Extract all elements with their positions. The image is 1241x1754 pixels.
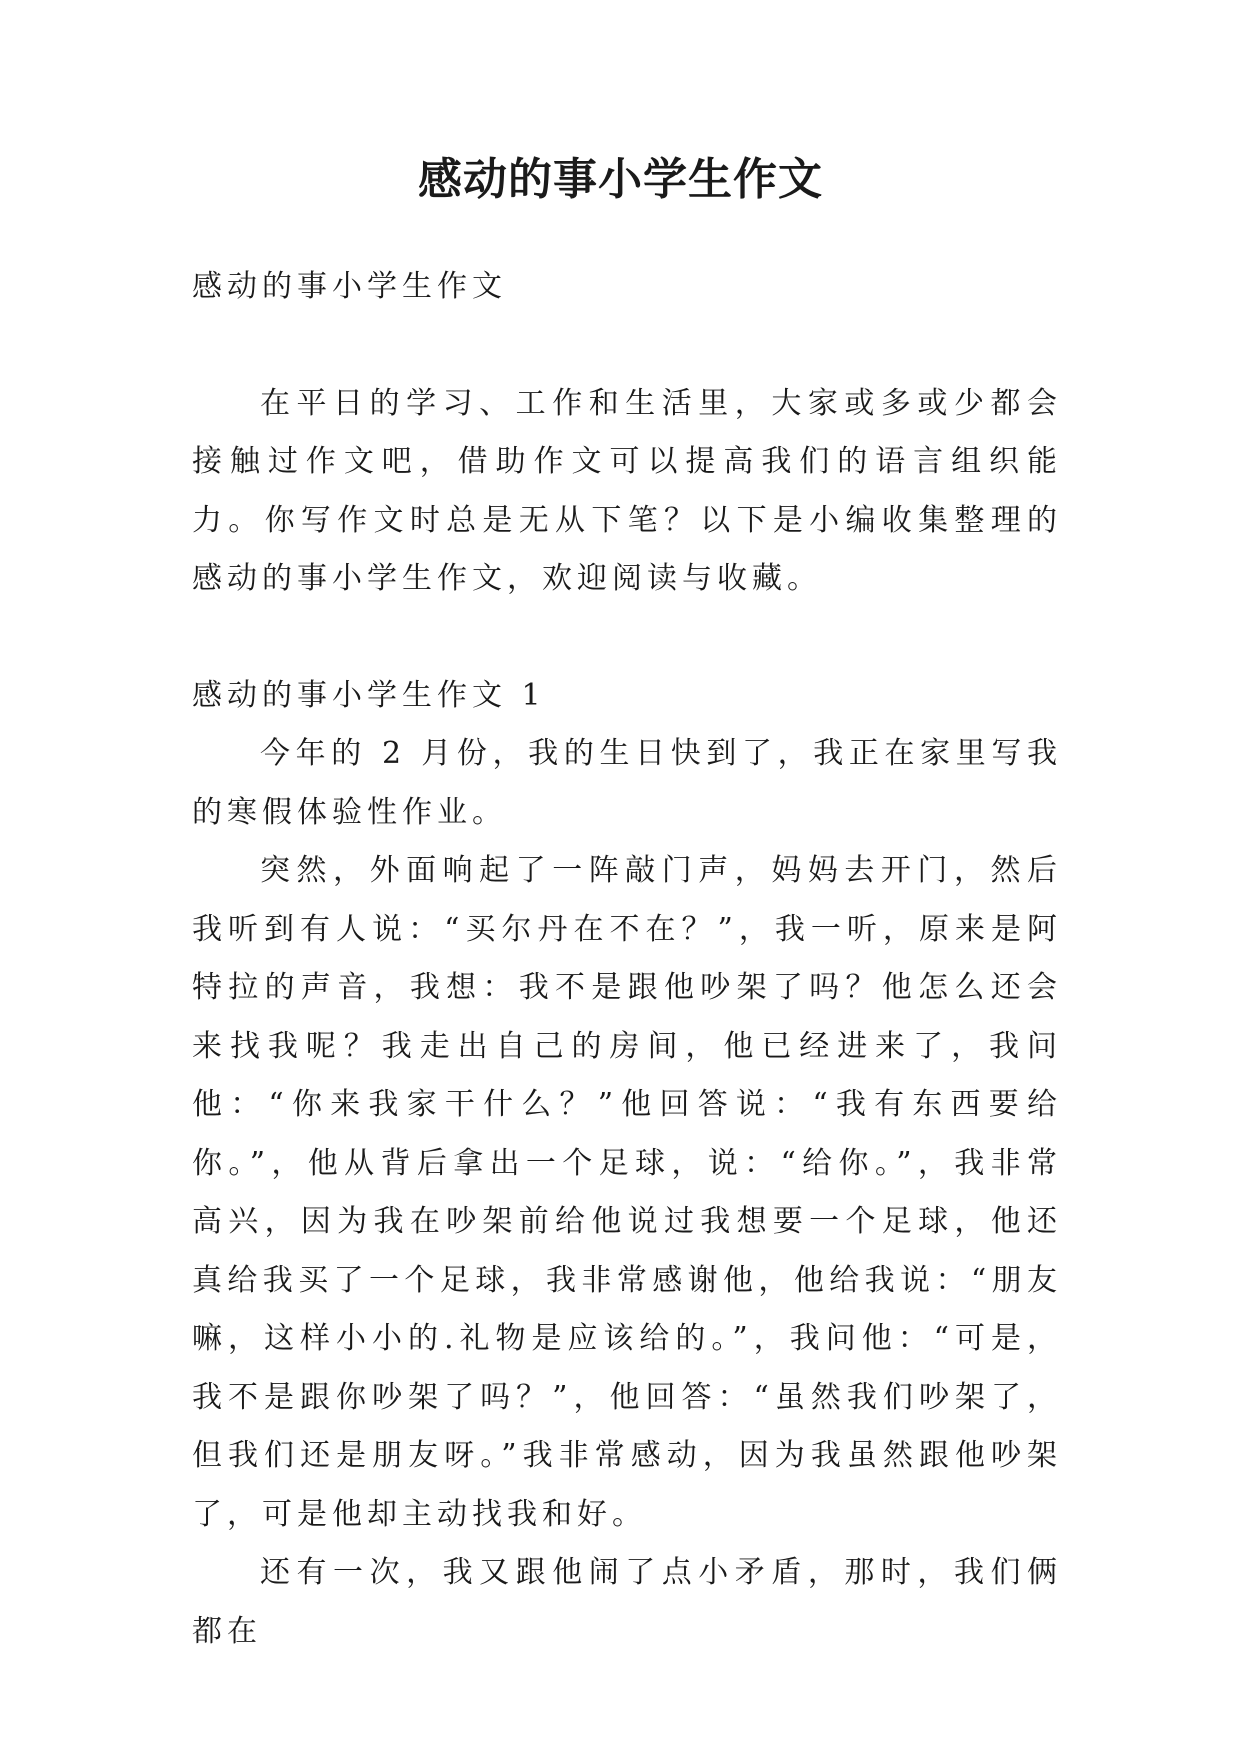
document-subtitle: 感动的事小学生作文 xyxy=(192,269,507,304)
body-paragraph: 还有一次，我又跟他闹了点小矛盾，那时，我们俩都在 xyxy=(192,1555,1062,1649)
section-heading: 感动的事小学生作文 1 xyxy=(192,677,546,713)
body-paragraph: 今年的 2 月份，我的生日快到了，我正在家里写我的寒假体验性作业。 xyxy=(192,736,1062,830)
body-paragraph: 突然，外面响起了一阵敲门声，妈妈去开门，然后我听到有人说：“买尔丹在不在？”，我一听，原来是阿特拉的声音，我想：我不是跟他吵架了吗？他怎么还会来找我呢？我走出自己的房间，他已经进来了，我问他：“你来我家干什么？”他回答说：“我有东西要给你。”，他从背后拿出一个足球，说：“给你。”，我非常高兴，因为我在吵架前给他说过我想要一个足球，他还真给我买了一个足球，我非常感谢他，他给我说：“朋友嘛，这样小小的.礼物是应该给的。”，我问他：“可是，我不是跟你吵架了吗？”，他回答：“虽然我们吵架了，但我们还是朋友呀。”我非常感动，因为我虽然跟他吵架了，可是他却主动找我和好。 xyxy=(192,853,1062,1532)
intro-paragraph: 在平日的学习、工作和生活里，大家或多或少都会接触过作文吧，借助作文可以提高我们的语言组织能力。你写作文时总是无从下笔？以下是小编收集整理的感动的事小学生作文，欢迎阅读与收藏。 xyxy=(192,385,1062,596)
document-title: 感动的事小学生作文 xyxy=(418,154,823,205)
document-body xyxy=(192,258,1062,1661)
